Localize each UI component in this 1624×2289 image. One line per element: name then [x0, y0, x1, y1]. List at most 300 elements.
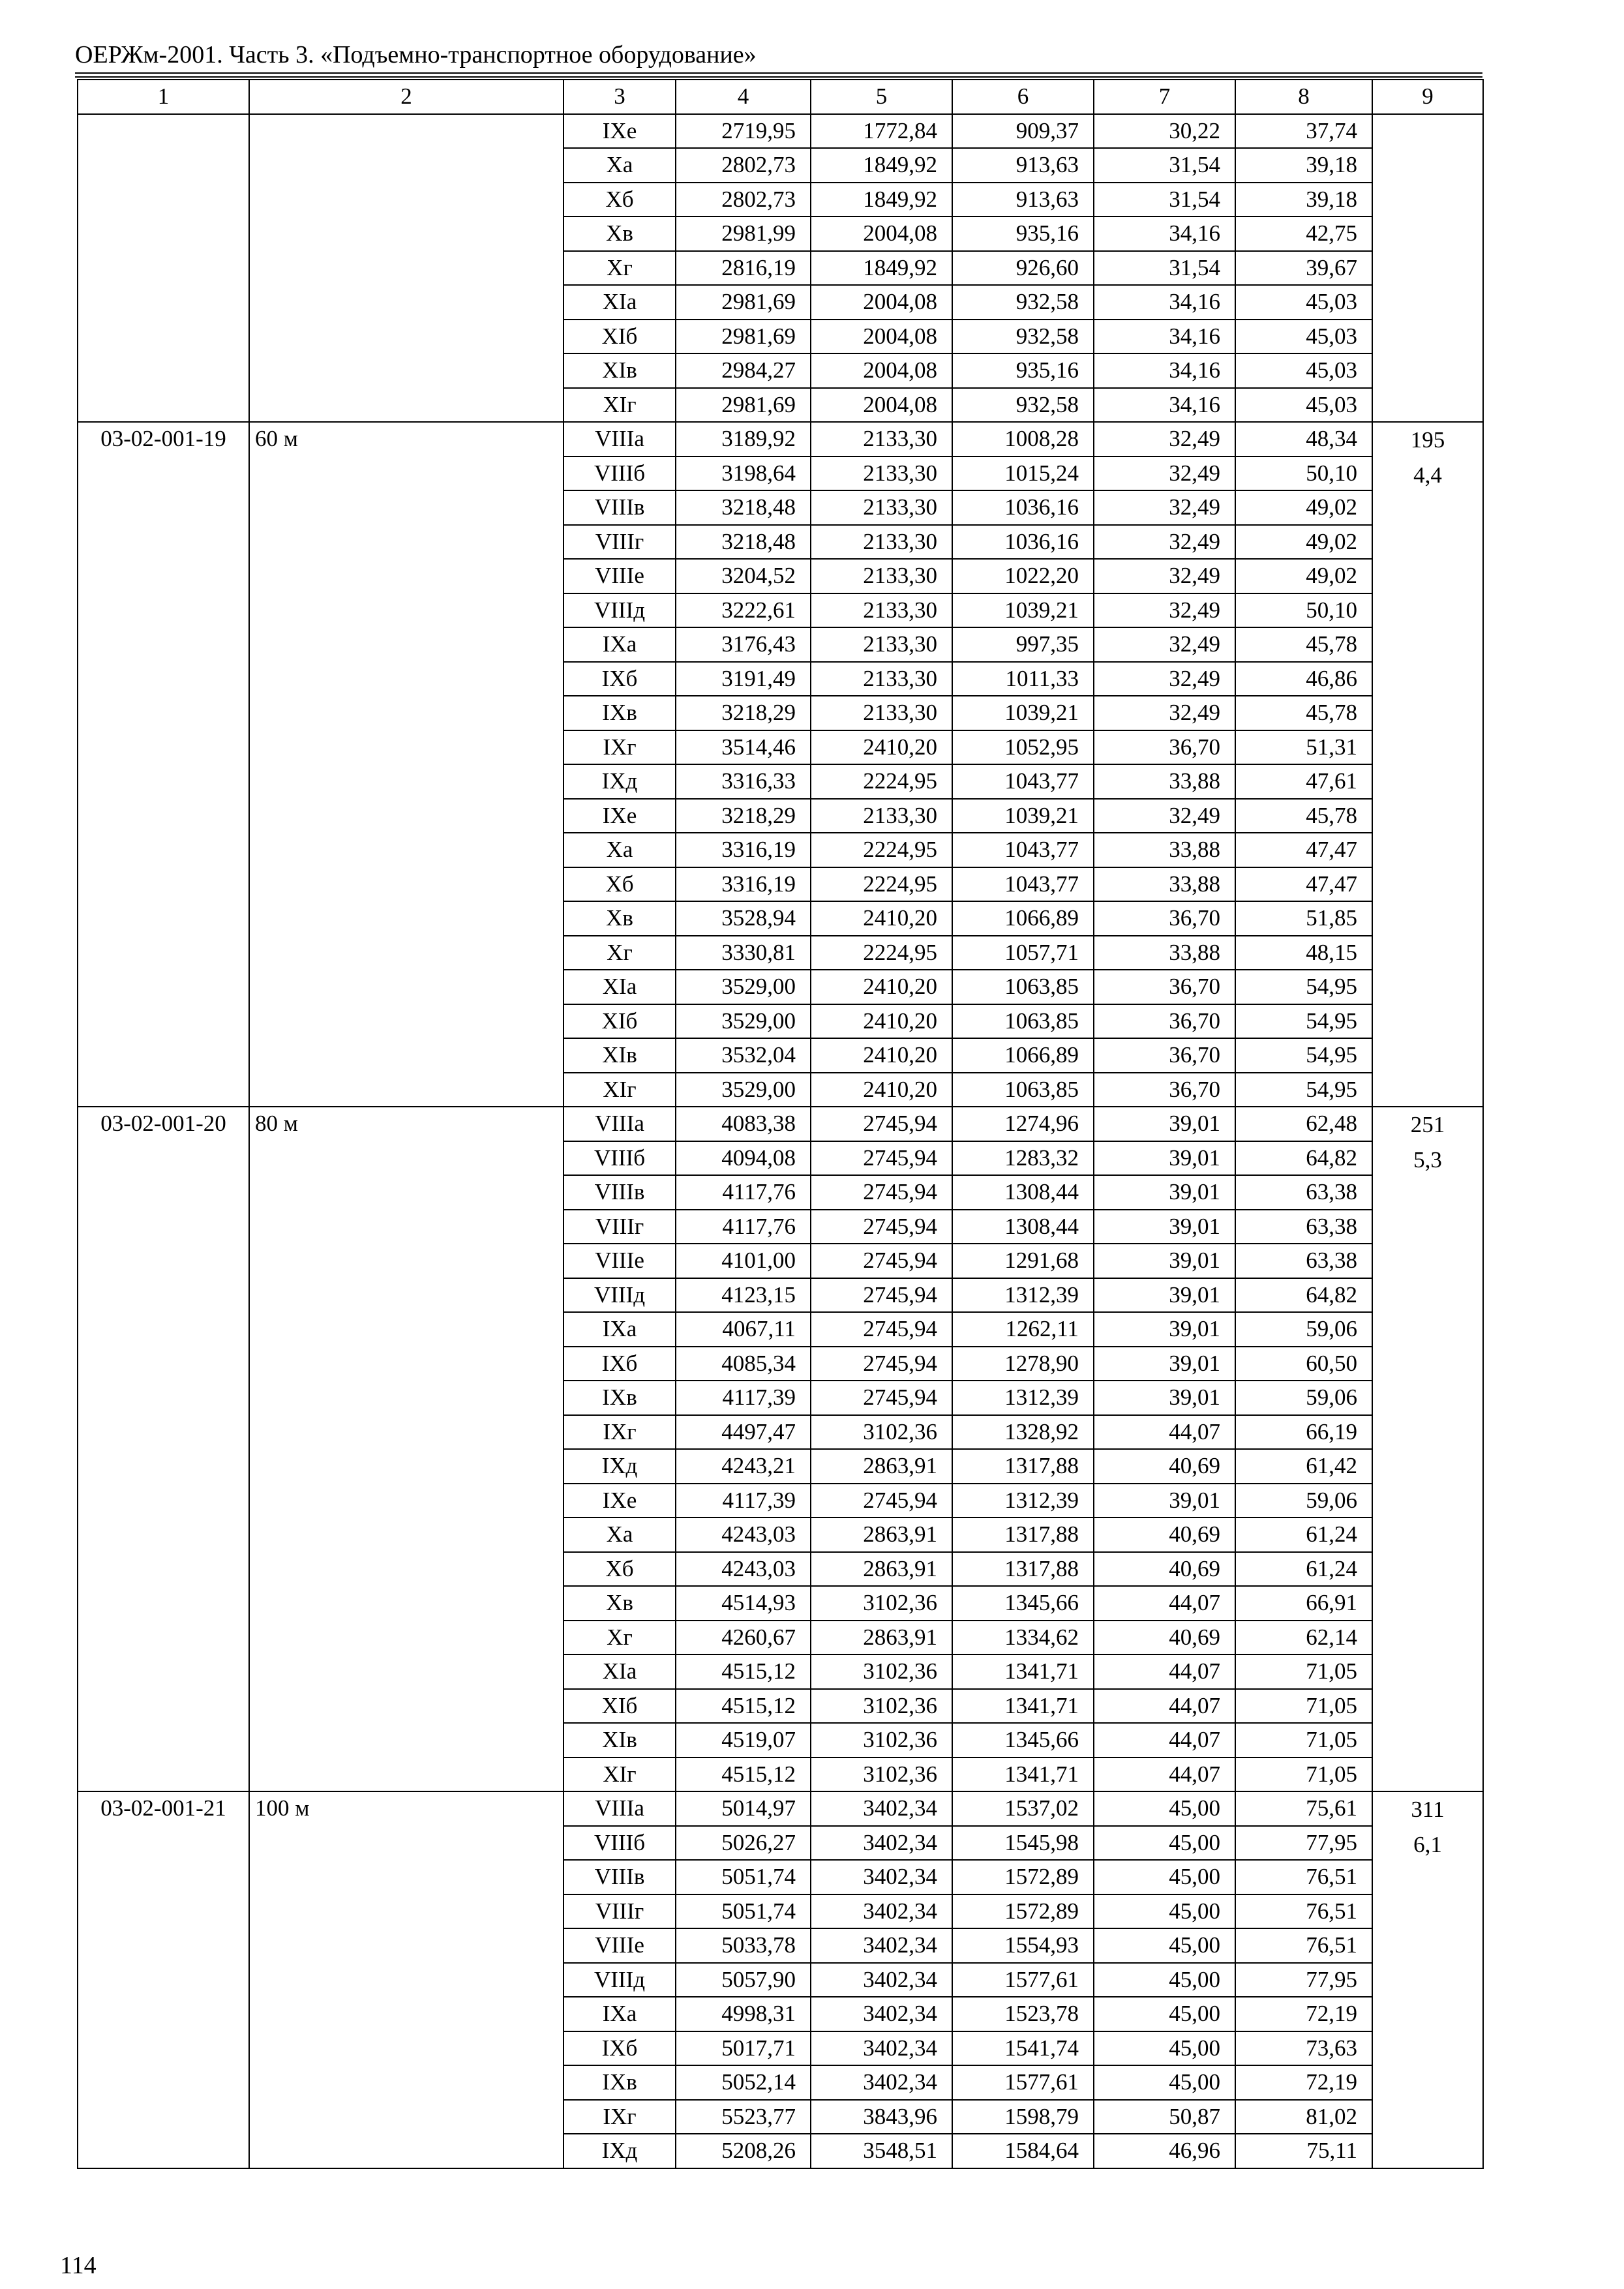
value-cell: 4260,67	[676, 1621, 811, 1655]
value-cell: 1849,92	[811, 148, 952, 183]
value-cell: 42,75	[1235, 217, 1372, 251]
column-number: 8	[1235, 80, 1372, 114]
value-cell: 3102,36	[811, 1654, 952, 1689]
value-cell: 59,06	[1235, 1484, 1372, 1518]
column-number: 7	[1094, 80, 1235, 114]
value-cell: 45,03	[1235, 320, 1372, 354]
category-cell: XIв	[564, 1723, 676, 1758]
category-cell: IXд	[564, 2134, 676, 2168]
value-cell: 75,11	[1235, 2134, 1372, 2168]
header-rule	[75, 72, 1482, 78]
value-cell: 61,24	[1235, 1518, 1372, 1552]
value-cell: 1008,28	[952, 422, 1094, 456]
value-cell: 45,00	[1094, 1928, 1235, 1963]
value-cell: 935,16	[952, 353, 1094, 388]
value-cell: 2410,20	[811, 901, 952, 936]
value-cell: 1541,74	[952, 2031, 1094, 2066]
value-cell: 48,34	[1235, 422, 1372, 456]
value-cell: 1015,24	[952, 456, 1094, 491]
value-cell: 76,51	[1235, 1860, 1372, 1894]
value-cell: 71,05	[1235, 1758, 1372, 1792]
value-cell: 1022,20	[952, 559, 1094, 593]
value-cell: 66,91	[1235, 1586, 1372, 1621]
page-number: 114	[60, 2252, 97, 2279]
value-cell: 926,60	[952, 251, 1094, 286]
category-cell: VIIIг	[564, 1894, 676, 1929]
value-cell: 39,01	[1094, 1210, 1235, 1244]
value-cell: 5057,90	[676, 1963, 811, 1997]
value-cell: 2816,19	[676, 251, 811, 286]
value-cell: 1341,71	[952, 1689, 1094, 1724]
value-cell: 73,63	[1235, 2031, 1372, 2066]
value-cell: 3402,34	[811, 1997, 952, 2031]
value-cell: 45,78	[1235, 696, 1372, 730]
category-cell: IXб	[564, 1347, 676, 1381]
value-cell: 33,88	[1094, 764, 1235, 799]
value-cell: 3514,46	[676, 730, 811, 765]
item-code: 03-02-001-20	[78, 1107, 249, 1791]
item-code: 03-02-001-21	[78, 1791, 249, 2168]
value-cell: 39,01	[1094, 1244, 1235, 1278]
value-cell: 4094,08	[676, 1141, 811, 1176]
column-number: 6	[952, 80, 1094, 114]
value-cell: 2802,73	[676, 148, 811, 183]
value-cell: 3330,81	[676, 936, 811, 970]
value-cell: 3316,33	[676, 764, 811, 799]
value-cell: 2745,94	[811, 1175, 952, 1210]
value-cell: 45,00	[1094, 1826, 1235, 1861]
value-cell: 1849,92	[811, 183, 952, 217]
value-cell: 32,49	[1094, 490, 1235, 525]
value-cell: 64,82	[1235, 1278, 1372, 1313]
value-cell: 48,15	[1235, 936, 1372, 970]
category-cell: Xг	[564, 1621, 676, 1655]
value-cell: 45,78	[1235, 627, 1372, 662]
category-cell: XIв	[564, 1038, 676, 1073]
category-cell: IXг	[564, 1415, 676, 1450]
item-name: 80 м	[249, 1107, 564, 1791]
category-cell: VIIIа	[564, 422, 676, 456]
value-cell: 61,42	[1235, 1449, 1372, 1484]
value-cell: 34,16	[1094, 285, 1235, 320]
value-cell: 4101,00	[676, 1244, 811, 1278]
value-cell: 3316,19	[676, 833, 811, 867]
value-cell: 5017,71	[676, 2031, 811, 2066]
value-cell: 1341,71	[952, 1758, 1094, 1792]
labor-value: 4,4	[1413, 462, 1442, 488]
value-cell: 1283,32	[952, 1141, 1094, 1176]
value-cell: 54,95	[1235, 1004, 1372, 1039]
labor-value: 311	[1411, 1797, 1445, 1822]
value-cell: 71,05	[1235, 1689, 1372, 1724]
category-cell: VIIIв	[564, 1175, 676, 1210]
value-cell: 1308,44	[952, 1210, 1094, 1244]
value-cell: 2863,91	[811, 1621, 952, 1655]
value-cell: 2745,94	[811, 1312, 952, 1347]
value-cell: 5051,74	[676, 1894, 811, 1929]
value-cell: 3222,61	[676, 593, 811, 628]
value-cell: 2410,20	[811, 1004, 952, 1039]
value-cell: 2410,20	[811, 970, 952, 1004]
value-cell: 2984,27	[676, 353, 811, 388]
value-cell: 2863,91	[811, 1552, 952, 1587]
category-cell: Xб	[564, 1552, 676, 1587]
item-name: 60 м	[249, 422, 564, 1107]
value-cell: 2745,94	[811, 1210, 952, 1244]
value-cell: 2863,91	[811, 1518, 952, 1552]
value-cell: 3402,34	[811, 1963, 952, 1997]
value-cell: 40,69	[1094, 1552, 1235, 1587]
value-cell: 39,18	[1235, 148, 1372, 183]
value-cell: 5208,26	[676, 2134, 811, 2168]
value-cell: 49,02	[1235, 559, 1372, 593]
value-cell: 31,54	[1094, 148, 1235, 183]
column-number: 3	[564, 80, 676, 114]
value-cell: 64,82	[1235, 1141, 1372, 1176]
value-cell: 3102,36	[811, 1758, 952, 1792]
value-cell: 1345,66	[952, 1586, 1094, 1621]
value-cell: 1039,21	[952, 799, 1094, 833]
value-cell: 1341,71	[952, 1654, 1094, 1689]
table-row	[78, 1791, 1483, 1826]
value-cell: 3532,04	[676, 1038, 811, 1073]
value-cell: 2133,30	[811, 422, 952, 456]
value-cell: 45,00	[1094, 1894, 1235, 1929]
value-cell: 1572,89	[952, 1894, 1094, 1929]
value-cell: 71,05	[1235, 1654, 1372, 1689]
column-number-row	[78, 80, 1483, 114]
value-cell: 3402,34	[811, 1860, 952, 1894]
value-cell: 45,03	[1235, 285, 1372, 320]
value-cell: 1545,98	[952, 1826, 1094, 1861]
category-cell: VIIIв	[564, 490, 676, 525]
value-cell: 1577,61	[952, 1963, 1094, 1997]
category-cell: IXб	[564, 662, 676, 696]
value-cell: 4515,12	[676, 1689, 811, 1724]
value-cell: 1308,44	[952, 1175, 1094, 1210]
category-cell: XIг	[564, 1073, 676, 1107]
category-cell: VIIIа	[564, 1107, 676, 1141]
value-cell: 3218,29	[676, 799, 811, 833]
value-cell: 2745,94	[811, 1141, 952, 1176]
value-cell: 1066,89	[952, 901, 1094, 936]
value-cell: 1262,11	[952, 1312, 1094, 1347]
value-cell: 45,00	[1094, 2065, 1235, 2100]
value-cell: 34,16	[1094, 217, 1235, 251]
value-cell: 77,95	[1235, 1826, 1372, 1861]
column-number: 9	[1372, 80, 1483, 114]
value-cell: 3402,34	[811, 2065, 952, 2100]
value-cell: 2410,20	[811, 1073, 952, 1107]
value-cell: 2802,73	[676, 183, 811, 217]
value-cell: 1036,16	[952, 525, 1094, 560]
value-cell: 45,78	[1235, 799, 1372, 833]
value-cell: 39,01	[1094, 1381, 1235, 1415]
value-cell: 31,54	[1094, 183, 1235, 217]
value-cell: 32,49	[1094, 799, 1235, 833]
labor-value: 6,1	[1413, 1832, 1442, 1857]
value-cell: 2981,69	[676, 285, 811, 320]
value-cell: 39,01	[1094, 1347, 1235, 1381]
value-cell: 2133,30	[811, 525, 952, 560]
value-cell: 45,00	[1094, 1860, 1235, 1894]
category-cell: VIIIб	[564, 1826, 676, 1861]
value-cell: 2133,30	[811, 456, 952, 491]
category-cell: XIб	[564, 1689, 676, 1724]
value-cell: 63,38	[1235, 1210, 1372, 1244]
category-cell: IXа	[564, 1312, 676, 1347]
value-cell: 3402,34	[811, 1791, 952, 1826]
value-cell: 4123,15	[676, 1278, 811, 1313]
column-number: 2	[249, 80, 564, 114]
value-cell: 3218,48	[676, 525, 811, 560]
value-cell: 44,07	[1094, 1654, 1235, 1689]
value-cell: 913,63	[952, 183, 1094, 217]
value-cell: 1274,96	[952, 1107, 1094, 1141]
value-cell: 39,01	[1094, 1278, 1235, 1313]
value-cell: 3529,00	[676, 1073, 811, 1107]
value-cell: 51,85	[1235, 901, 1372, 936]
value-cell: 1039,21	[952, 593, 1094, 628]
value-cell: 1598,79	[952, 2100, 1094, 2134]
value-cell: 61,24	[1235, 1552, 1372, 1587]
value-cell: 2981,69	[676, 388, 811, 423]
value-cell: 2410,20	[811, 730, 952, 765]
category-cell: VIIIд	[564, 1278, 676, 1313]
table-row	[78, 422, 1483, 456]
category-cell: Xб	[564, 183, 676, 217]
value-cell: 1052,95	[952, 730, 1094, 765]
value-cell: 3402,34	[811, 1894, 952, 1929]
value-cell: 3218,48	[676, 490, 811, 525]
value-cell: 32,49	[1094, 627, 1235, 662]
value-cell: 1523,78	[952, 1997, 1094, 2031]
value-cell: 2133,30	[811, 559, 952, 593]
value-cell: 44,07	[1094, 1689, 1235, 1724]
value-cell: 36,70	[1094, 1073, 1235, 1107]
value-cell: 1317,88	[952, 1449, 1094, 1484]
value-cell: 3102,36	[811, 1689, 952, 1724]
value-cell: 3316,19	[676, 867, 811, 902]
value-cell: 932,58	[952, 285, 1094, 320]
value-cell: 39,67	[1235, 251, 1372, 286]
value-cell: 4067,11	[676, 1312, 811, 1347]
value-cell: 4117,39	[676, 1484, 811, 1518]
category-cell: XIа	[564, 285, 676, 320]
category-cell: IXе	[564, 1484, 676, 1518]
value-cell: 45,00	[1094, 1997, 1235, 2031]
category-cell: VIIIа	[564, 1791, 676, 1826]
value-cell: 47,47	[1235, 867, 1372, 902]
value-cell: 4497,47	[676, 1415, 811, 1450]
value-cell: 1577,61	[952, 2065, 1094, 2100]
value-cell: 40,69	[1094, 1449, 1235, 1484]
category-cell: Xв	[564, 1586, 676, 1621]
value-cell: 1328,92	[952, 1415, 1094, 1450]
value-cell: 39,01	[1094, 1107, 1235, 1141]
value-cell: 44,07	[1094, 1415, 1235, 1450]
value-cell: 2133,30	[811, 490, 952, 525]
value-cell: 2224,95	[811, 833, 952, 867]
value-cell: 997,35	[952, 627, 1094, 662]
value-cell: 4083,38	[676, 1107, 811, 1141]
value-cell: 1584,64	[952, 2134, 1094, 2168]
table-row	[78, 114, 1483, 149]
value-cell: 3191,49	[676, 662, 811, 696]
value-cell: 4085,34	[676, 1347, 811, 1381]
value-cell: 2981,69	[676, 320, 811, 354]
category-cell: IXв	[564, 2065, 676, 2100]
value-cell: 33,88	[1094, 867, 1235, 902]
value-cell: 4117,39	[676, 1381, 811, 1415]
category-cell: IXе	[564, 114, 676, 149]
category-cell: IXг	[564, 730, 676, 765]
category-cell: VIIIе	[564, 1928, 676, 1963]
value-cell: 2133,30	[811, 696, 952, 730]
value-cell: 81,02	[1235, 2100, 1372, 2134]
value-cell: 1011,33	[952, 662, 1094, 696]
value-cell: 76,51	[1235, 1928, 1372, 1963]
value-cell: 4514,93	[676, 1586, 811, 1621]
value-cell: 1572,89	[952, 1860, 1094, 1894]
value-cell: 3198,64	[676, 456, 811, 491]
value-cell: 39,01	[1094, 1175, 1235, 1210]
value-cell: 1849,92	[811, 251, 952, 286]
value-cell: 39,18	[1235, 183, 1372, 217]
value-cell: 44,07	[1094, 1586, 1235, 1621]
value-cell: 3529,00	[676, 1004, 811, 1039]
value-cell: 1057,71	[952, 936, 1094, 970]
value-cell: 44,07	[1094, 1758, 1235, 1792]
value-cell: 1066,89	[952, 1038, 1094, 1073]
value-cell: 2719,95	[676, 114, 811, 149]
value-cell: 75,61	[1235, 1791, 1372, 1826]
value-cell: 36,70	[1094, 1004, 1235, 1039]
value-cell: 39,01	[1094, 1484, 1235, 1518]
category-cell: VIIIд	[564, 1963, 676, 1997]
value-cell: 913,63	[952, 148, 1094, 183]
value-cell: 5033,78	[676, 1928, 811, 1963]
value-cell: 44,07	[1094, 1723, 1235, 1758]
value-cell: 36,70	[1094, 1038, 1235, 1073]
value-cell: 32,49	[1094, 662, 1235, 696]
value-cell: 3102,36	[811, 1723, 952, 1758]
value-cell: 54,95	[1235, 970, 1372, 1004]
value-cell: 2863,91	[811, 1449, 952, 1484]
value-cell: 47,61	[1235, 764, 1372, 799]
page-header: ОЕРЖм-2001. Часть 3. «Подъемно-транспортное оборудование»	[75, 41, 757, 68]
value-cell: 62,48	[1235, 1107, 1372, 1141]
value-cell: 34,16	[1094, 388, 1235, 423]
value-cell: 2745,94	[811, 1107, 952, 1141]
value-cell: 31,54	[1094, 251, 1235, 286]
value-cell: 3176,43	[676, 627, 811, 662]
value-cell: 45,00	[1094, 2031, 1235, 2066]
category-cell: IXв	[564, 696, 676, 730]
category-cell: XIа	[564, 970, 676, 1004]
category-cell: VIIIг	[564, 525, 676, 560]
value-cell: 39,01	[1094, 1141, 1235, 1176]
value-cell: 1043,77	[952, 833, 1094, 867]
labor-value: 5,3	[1413, 1147, 1442, 1173]
value-cell: 45,00	[1094, 1791, 1235, 1826]
value-cell: 33,88	[1094, 833, 1235, 867]
category-cell: IXа	[564, 1997, 676, 2031]
category-cell: Xа	[564, 148, 676, 183]
value-cell: 2133,30	[811, 627, 952, 662]
value-cell: 2224,95	[811, 936, 952, 970]
value-cell: 30,22	[1094, 114, 1235, 149]
category-cell: Xв	[564, 901, 676, 936]
value-cell: 3402,34	[811, 1928, 952, 1963]
value-cell: 2004,08	[811, 285, 952, 320]
value-cell: 46,96	[1094, 2134, 1235, 2168]
value-cell: 72,19	[1235, 2065, 1372, 2100]
item-name: 100 м	[249, 1791, 564, 2168]
value-cell: 36,70	[1094, 901, 1235, 936]
item-name	[249, 114, 564, 423]
value-cell: 1537,02	[952, 1791, 1094, 1826]
value-cell: 5523,77	[676, 2100, 811, 2134]
category-cell: VIIIб	[564, 456, 676, 491]
value-cell: 4515,12	[676, 1758, 811, 1792]
value-cell: 49,02	[1235, 525, 1372, 560]
value-cell: 1317,88	[952, 1552, 1094, 1587]
value-cell: 3102,36	[811, 1415, 952, 1450]
value-cell: 60,50	[1235, 1347, 1372, 1381]
category-cell: VIIIг	[564, 1210, 676, 1244]
value-cell: 2133,30	[811, 799, 952, 833]
value-cell: 5014,97	[676, 1791, 811, 1826]
category-cell: VIIIе	[564, 559, 676, 593]
value-cell: 50,10	[1235, 593, 1372, 628]
value-cell: 45,00	[1094, 1963, 1235, 1997]
value-cell: 32,49	[1094, 559, 1235, 593]
category-cell: IXд	[564, 764, 676, 799]
value-cell: 62,14	[1235, 1621, 1372, 1655]
category-cell: XIг	[564, 388, 676, 423]
value-cell: 1063,85	[952, 970, 1094, 1004]
value-cell: 39,01	[1094, 1312, 1235, 1347]
column-number: 1	[78, 80, 249, 114]
value-cell: 2981,99	[676, 217, 811, 251]
category-cell: Xб	[564, 867, 676, 902]
value-cell: 34,16	[1094, 353, 1235, 388]
value-cell: 72,19	[1235, 1997, 1372, 2031]
value-cell: 2745,94	[811, 1244, 952, 1278]
value-cell: 932,58	[952, 320, 1094, 354]
item-code	[78, 114, 249, 423]
value-cell: 2004,08	[811, 217, 952, 251]
value-cell: 2745,94	[811, 1381, 952, 1415]
value-cell: 2133,30	[811, 593, 952, 628]
value-cell: 59,06	[1235, 1312, 1372, 1347]
value-cell: 4515,12	[676, 1654, 811, 1689]
item-code: 03-02-001-19	[78, 422, 249, 1107]
value-cell: 37,74	[1235, 114, 1372, 149]
value-cell: 1334,62	[952, 1621, 1094, 1655]
value-cell: 2745,94	[811, 1484, 952, 1518]
value-cell: 40,69	[1094, 1621, 1235, 1655]
labor-cell	[1372, 1791, 1483, 2168]
value-cell: 1043,77	[952, 867, 1094, 902]
category-cell: VIIIб	[564, 1141, 676, 1176]
value-cell: 932,58	[952, 388, 1094, 423]
value-cell: 71,05	[1235, 1723, 1372, 1758]
table-row	[78, 1107, 1483, 1141]
value-cell: 50,10	[1235, 456, 1372, 491]
value-cell: 59,06	[1235, 1381, 1372, 1415]
